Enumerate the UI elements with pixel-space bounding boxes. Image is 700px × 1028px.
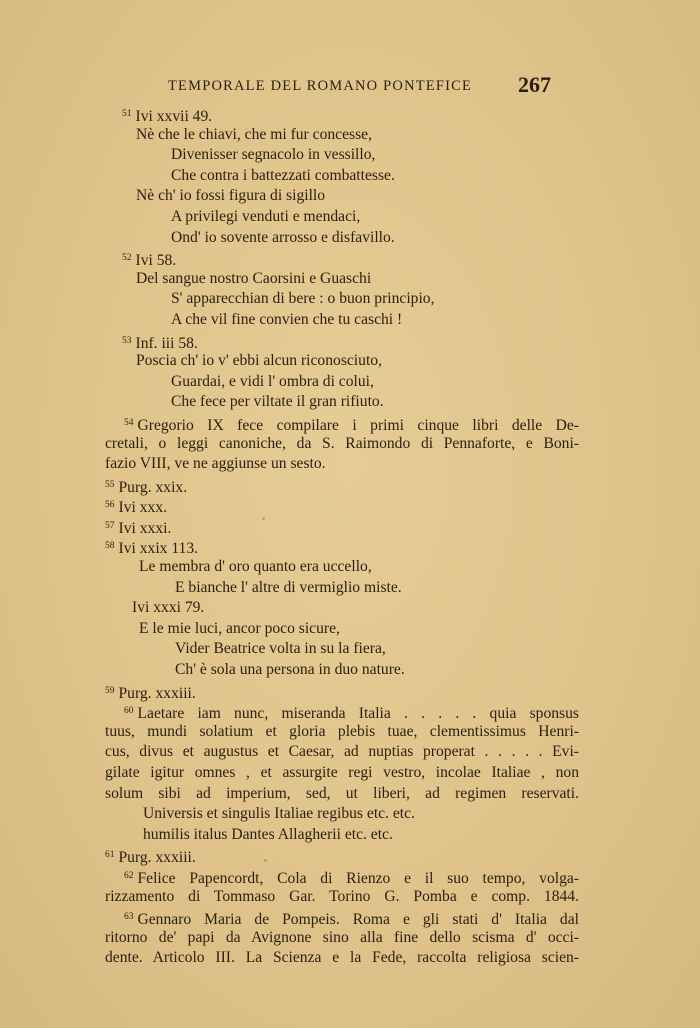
footnote-line xyxy=(0,536,700,557)
line-text: Inf. iii 58. xyxy=(135,334,198,352)
text-line xyxy=(105,928,579,949)
line-text: Ch' è sola una persona in duo nature. xyxy=(175,661,405,679)
line-text: Ond' io sovente arrosso e disfavillo. xyxy=(171,228,395,246)
line-text: fazio VIII, ve ne aggiunse un sesto. xyxy=(105,455,326,473)
text-line xyxy=(0,619,700,640)
text-line xyxy=(0,351,700,372)
line-text: Ivi xxix 113. xyxy=(118,540,199,558)
line-text: Poscia ch' io v' ebbi alcun riconosciuto, xyxy=(136,352,382,370)
footnotes-body xyxy=(0,104,700,969)
footnote-line xyxy=(124,701,579,722)
footnote-line xyxy=(124,907,579,928)
line-text: gilate igitur omnes , et assurgite regi vestro, incolae Italiae , non xyxy=(105,764,579,781)
footnote-line xyxy=(124,413,579,434)
line-text: ritorno de' papi da Avignone sino alla fine dello scisma d' occi- xyxy=(105,928,579,946)
footnote-number: 58 xyxy=(105,541,115,552)
line-text: Le membra d' oro quanto era uccello, xyxy=(139,558,372,576)
line-text: E le mie luci, ancor poco sicure, xyxy=(139,619,340,637)
text-line xyxy=(0,392,700,413)
text-line xyxy=(0,269,700,290)
text-line xyxy=(0,228,700,249)
text-line xyxy=(105,722,579,743)
line-text: Vider Beatrice volta in su la fiera, xyxy=(175,640,386,658)
line-text: cretali, o leggi canoniche, da S. Raimondo di Pennaforte, e Boni- xyxy=(105,434,579,452)
line-text: solum sibi ad imperium, sed, ut liberi, ad regimen reservati. xyxy=(105,784,579,802)
line-text: Purg. xxxiii. xyxy=(118,684,196,702)
text-line xyxy=(0,825,700,846)
line-text: Ivi xxxi. xyxy=(118,519,172,537)
line-text: A privilegi venduti e mendaci, xyxy=(171,207,361,225)
running-title: TEMPORALE DEL ROMANO PONTEFICE xyxy=(168,78,473,94)
text-line xyxy=(105,784,579,805)
footnote-number: 60 xyxy=(124,706,134,717)
line-text: Ivi 58. xyxy=(135,252,177,270)
footnote-number: 62 xyxy=(124,870,134,881)
line-text: rizzamento di Tommaso Gar. Torino G. Pomba e comp. 1844. xyxy=(105,887,579,905)
line-text: Gregorio IX fece compilare i primi cinque libri delle De- xyxy=(137,416,579,434)
footnote-number: 56 xyxy=(105,500,115,511)
footnote-line xyxy=(0,104,700,125)
paper-speck xyxy=(262,517,265,520)
footnote-line xyxy=(0,248,700,269)
line-text: Felice Papencordt, Cola di Rienzo e il suo tempo, volga- xyxy=(137,869,579,887)
footnote-line xyxy=(0,681,700,702)
line-text: E bianche l' altre di vermiglio miste. xyxy=(175,578,402,596)
text-line xyxy=(0,166,700,187)
text-line xyxy=(105,763,579,784)
line-text: Laetare iam nunc, miseranda Italia . . . . . quia sponsus xyxy=(137,705,579,723)
line-text: Gennaro Maria de Pompeis. Roma e gli stati d' Italia dal xyxy=(137,911,579,929)
line-text: Purg. xxxiii. xyxy=(118,849,196,867)
line-text: Universis et singulis Italiae regibus etc. etc. xyxy=(143,805,415,823)
line-text: cus, divus et augustus et Caesar, ad nuptias properat . . . . . Evi- xyxy=(105,743,579,761)
line-text: Purg. xxix. xyxy=(118,478,188,496)
line-text: A che vil fine convien che tu caschi ! xyxy=(171,310,403,328)
footnote-number: 53 xyxy=(122,335,132,346)
text-line xyxy=(0,598,700,619)
text-line xyxy=(0,660,700,681)
page-number: 267 xyxy=(518,72,551,97)
footnote-line xyxy=(0,475,700,496)
line-text: Del sangue nostro Caorsini e Guaschi xyxy=(136,269,372,287)
footnote-line xyxy=(124,866,579,887)
text-line xyxy=(105,742,579,763)
line-text: Che fece per viltate il gran rifiuto. xyxy=(171,393,384,411)
text-line xyxy=(105,887,579,908)
footnote-number: 52 xyxy=(122,253,132,264)
text-line xyxy=(0,310,700,331)
line-text: S' apparecchian di bere : o buon principio, xyxy=(171,290,435,308)
text-line xyxy=(0,207,700,228)
text-line xyxy=(0,804,700,825)
footnote-number: 57 xyxy=(105,520,115,531)
line-text: Nè ch' io fossi figura di sigillo xyxy=(136,187,326,205)
page-header xyxy=(0,72,700,102)
text-line xyxy=(0,372,700,393)
footnote-line xyxy=(0,516,700,537)
line-text: humilis italus Dantes Allagherii etc. etc. xyxy=(143,825,393,843)
line-text: Ivi xxxi 79. xyxy=(132,599,205,617)
footnote-number: 63 xyxy=(124,912,134,923)
footnote-line xyxy=(0,845,700,866)
text-line xyxy=(105,948,579,969)
line-text: Divenisser segnacolo in vessillo, xyxy=(171,146,376,164)
footnote-number: 54 xyxy=(124,417,134,428)
line-text: Guardai, e vidi l' ombra di colui, xyxy=(171,372,374,390)
footnote-line xyxy=(0,331,700,352)
text-line xyxy=(0,639,700,660)
footnote-line xyxy=(0,495,700,516)
line-text: tuus, mundi solatium et gloria plebis tuae, clementissimus Henri- xyxy=(105,722,579,740)
line-text: Che contra i battezzati combattesse. xyxy=(171,166,395,184)
footnote-number: 55 xyxy=(105,479,115,490)
text-line xyxy=(105,434,579,455)
paper-speck xyxy=(264,859,267,862)
text-line xyxy=(0,186,700,207)
line-text: dente. Articolo III. La Scienza e la Fede, raccolta religiosa scien- xyxy=(105,949,579,967)
text-line xyxy=(0,289,700,310)
line-text: Ivi xxvii 49. xyxy=(135,108,213,125)
footnote-number: 51 xyxy=(122,109,132,119)
text-line xyxy=(0,125,700,146)
line-text: Nè che le chiavi, che mi fur concesse, xyxy=(136,125,372,143)
text-line xyxy=(0,578,700,599)
text-line xyxy=(0,557,700,578)
text-line xyxy=(0,145,700,166)
footnote-number: 59 xyxy=(105,685,115,696)
text-line xyxy=(0,454,700,475)
footnote-number: 61 xyxy=(105,850,115,861)
line-text: Ivi xxx. xyxy=(118,499,168,517)
